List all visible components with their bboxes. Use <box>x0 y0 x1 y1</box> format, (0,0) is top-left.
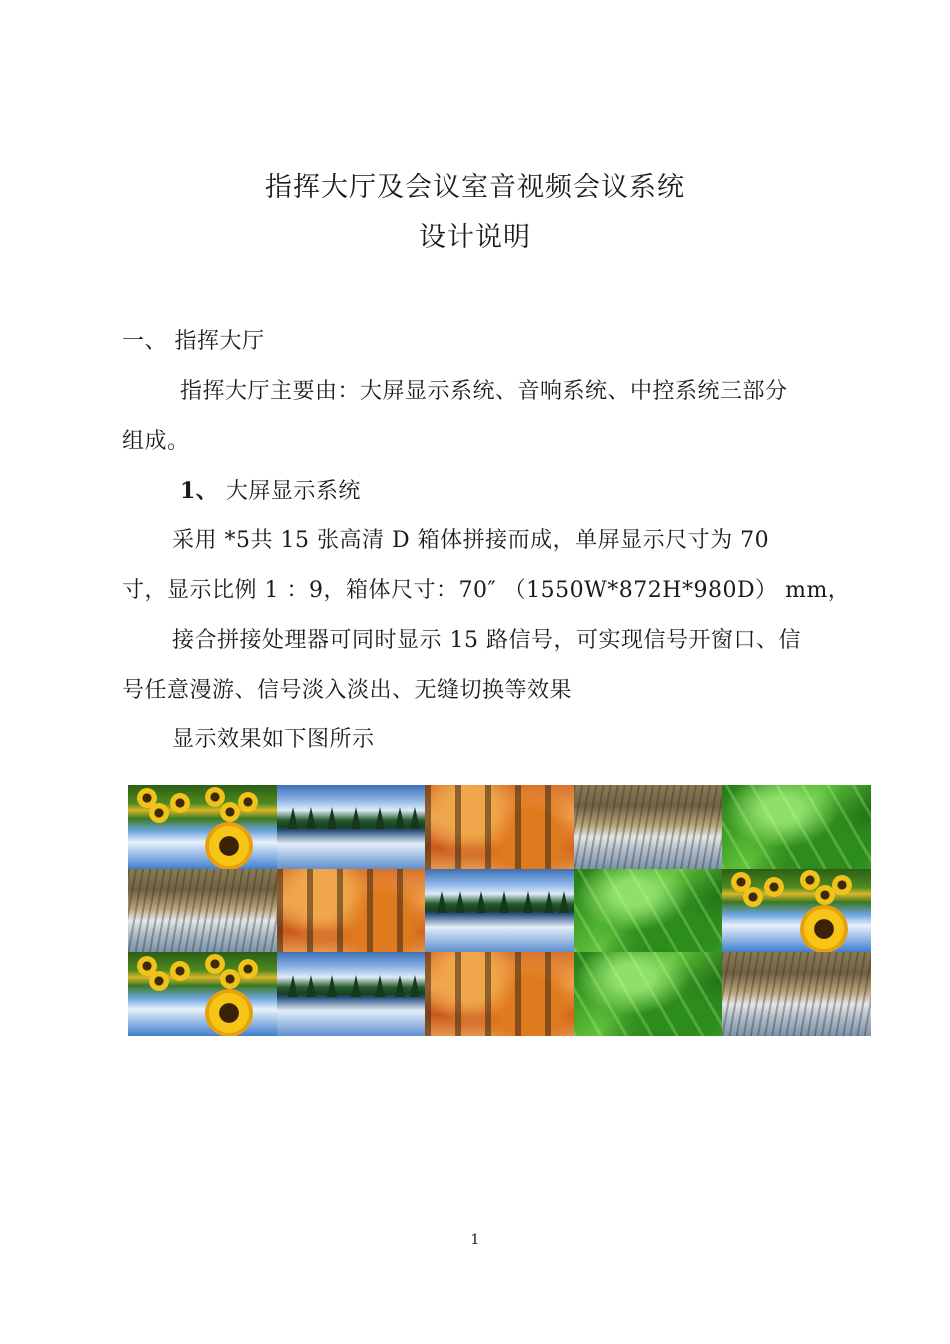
mosaic-tile-sunflower <box>722 869 871 953</box>
paragraph-line: 组成。 <box>122 429 190 454</box>
subsection-number: 1、 <box>180 478 219 504</box>
pine-tree <box>559 891 569 913</box>
mosaic-tile-lake <box>277 785 426 869</box>
pine-tree <box>327 975 337 997</box>
sunflower-bloom <box>800 905 848 952</box>
document-title-line2: 设计说明 <box>419 222 531 253</box>
mosaic-tile-sunflower <box>128 952 277 1036</box>
mosaic-tile-leaf <box>574 952 723 1036</box>
pine-tree <box>476 891 486 913</box>
mosaic-tile-grass <box>722 952 871 1036</box>
small-sunflower <box>238 792 258 812</box>
mosaic-tile-leaf <box>722 785 871 869</box>
pine-tree <box>288 975 298 997</box>
pine-tree <box>375 807 385 829</box>
mosaic-tile-autumn <box>425 952 574 1036</box>
pine-tree <box>351 807 361 829</box>
small-sunflower <box>220 969 240 989</box>
subsection-title: 大屏显示系统 <box>225 479 361 504</box>
small-sunflower <box>170 793 190 813</box>
pine-tree <box>410 807 420 829</box>
pine-tree <box>437 891 447 913</box>
small-sunflower <box>815 885 835 905</box>
small-sunflower <box>238 959 258 979</box>
pine-tree <box>375 975 385 997</box>
pine-tree <box>306 807 316 829</box>
document-title-line1: 指挥大厅及会议室音视频会议系统 <box>265 172 685 203</box>
pine-tree <box>306 975 316 997</box>
small-sunflower <box>832 875 852 895</box>
mosaic-tile-lake <box>425 869 574 953</box>
small-sunflower <box>220 802 240 822</box>
pine-tree <box>544 891 554 913</box>
video-wall-mosaic-image <box>128 785 871 1036</box>
mosaic-tile-leaf <box>574 869 723 953</box>
paragraph-line: 号任意漫游、信号淡入淡出、无缝切换等效果 <box>122 678 573 703</box>
pine-tree <box>327 807 337 829</box>
page-number: 1 <box>470 1232 480 1248</box>
small-sunflower <box>764 877 784 897</box>
sunflower-bloom <box>205 822 253 869</box>
paragraph-line: 显示效果如下图所示 <box>172 727 375 752</box>
small-sunflower <box>170 961 190 981</box>
pine-tree <box>351 975 361 997</box>
paragraph-line: 指挥大厅主要由：大屏显示系统、音响系统、中控系统三部分 <box>180 379 788 404</box>
pine-tree <box>288 807 298 829</box>
mosaic-tile-lake <box>277 952 426 1036</box>
sunflower-bloom <box>205 989 253 1036</box>
mosaic-tile-sunflower <box>128 785 277 869</box>
paragraph-line: 采用 *5共 15 张高清 D 箱体拼接而成，单屏显示尺寸为 70 <box>172 528 770 553</box>
small-sunflower <box>743 887 763 907</box>
small-sunflower <box>149 971 169 991</box>
section-heading: 一、 指挥大厅 <box>122 329 265 354</box>
pine-tree <box>523 891 533 913</box>
mosaic-tile-grass <box>128 869 277 953</box>
small-sunflower <box>149 803 169 823</box>
pine-tree <box>499 891 509 913</box>
pine-tree <box>395 807 405 829</box>
mosaic-tile-autumn <box>425 785 574 869</box>
subsection-heading <box>180 474 361 505</box>
paragraph-line: 接合拼接处理器可同时显示 15 路信号，可实现信号开窗口、信 <box>172 628 801 653</box>
pine-tree <box>410 975 420 997</box>
mosaic-tile-grass <box>574 785 723 869</box>
mosaic-tile-autumn <box>277 869 426 953</box>
paragraph-line: 寸，显示比例 1 ：9，箱体尺寸：70″ （1550W*872H*980D） mm， <box>122 578 851 603</box>
pine-tree <box>395 975 405 997</box>
pine-tree <box>455 891 465 913</box>
